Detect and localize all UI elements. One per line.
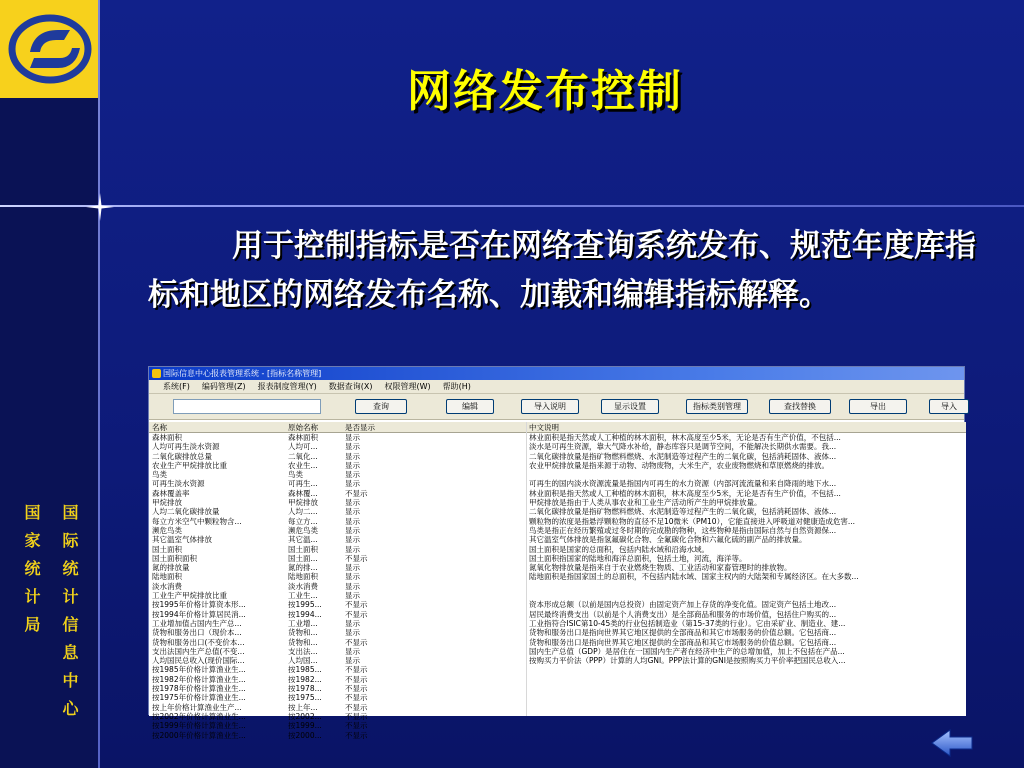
table-cell: 显示 <box>345 498 360 508</box>
table-row[interactable] <box>149 647 966 656</box>
table-cell: 按1995... <box>288 600 322 610</box>
table-row[interactable] <box>149 442 966 451</box>
table-cell: 甲烷排放 <box>152 498 182 508</box>
toolbar-button-0[interactable]: 查询 <box>355 399 407 414</box>
table-cell: 陆地面积 <box>152 572 182 582</box>
table-row[interactable] <box>149 684 966 693</box>
vertical-bureau-name: 国家统计局 <box>22 504 41 644</box>
table-cell: 不显示 <box>345 553 368 563</box>
table-row[interactable] <box>149 619 966 628</box>
table-cell: 按1995年价格计算资本形... <box>152 600 246 610</box>
table-cell: 农业生产甲烷排放比重 <box>152 460 227 470</box>
table-cell: 显示 <box>345 572 360 582</box>
table-cell: 可再生的国内淡水资源流量是指国内可再生的水力资源（内部河流流量和来自降雨的地下水... <box>529 479 837 489</box>
table-cell: 淡水是可再生资源，靠大气降水补给，静态库容只是调节空间，不能解决长期供水需要。我... <box>529 442 837 452</box>
table-cell: 按1999... <box>288 721 322 731</box>
table-cell: 人均国民总收入(现价国际... <box>152 656 245 666</box>
app-menubar <box>149 380 964 394</box>
table-cell: 人均二... <box>288 507 318 517</box>
table-cell: 按1999年价格计算渔业生... <box>152 721 246 731</box>
indicator-table <box>149 422 966 740</box>
search-input[interactable] <box>173 399 321 414</box>
table-cell: 显示 <box>345 525 360 535</box>
table-cell: 其它温室气体排放是指氢氟碳化合物、全氟碳化合物和六氟化硫的副产品的排放量。 <box>529 535 807 545</box>
table-cell: 按1985年价格计算渔业生... <box>152 665 246 675</box>
column-header-0[interactable]: 名称 <box>152 423 167 432</box>
table-cell: 按购买力平价法（PPP）计算的人均GNI。PPP法计算的GNI是按照购买力平价率把国民总收入... <box>529 656 846 666</box>
table-cell: 国内生产总值（GDP）是居住在一国国内生产者在经济中生产的总增加值，加上不包括在产品... <box>529 646 845 656</box>
table-row[interactable] <box>149 452 966 461</box>
column-header-1[interactable]: 原始名称 <box>288 423 318 432</box>
table-cell: 按1994... <box>288 609 322 619</box>
table-cell: 按2000年价格计算渔业生... <box>152 730 246 740</box>
table-cell: 显示 <box>345 433 360 442</box>
table-cell: 国土面... <box>288 553 318 563</box>
table-cell: 货物和... <box>288 637 318 647</box>
table-row[interactable] <box>149 721 966 730</box>
table-cell: 氮的排放量 <box>152 563 190 573</box>
table-cell: 按1975年价格计算渔业生... <box>152 693 246 703</box>
table-cell: 工业增... <box>288 618 318 628</box>
column-header-2[interactable]: 是否显示 <box>345 423 375 432</box>
table-cell: 按1985... <box>288 665 322 675</box>
table-row[interactable] <box>149 703 966 712</box>
table-row[interactable] <box>149 461 966 470</box>
table-cell: 农业甲烷排放量是指来源于动物、动物废物，大米生产，农业废物燃烧和草原燃烧的排放。 <box>529 460 829 470</box>
table-cell: 不显示 <box>345 637 368 647</box>
table-cell: 二氧化... <box>288 451 318 461</box>
table-cell: 按1982... <box>288 674 322 684</box>
app-window <box>148 366 965 740</box>
table-row[interactable] <box>149 591 966 600</box>
table-cell: 显示 <box>345 451 360 461</box>
horizontal-divider <box>0 205 1024 207</box>
table-row[interactable] <box>149 489 966 498</box>
table-cell: 显示 <box>345 535 360 545</box>
table-cell: 人均二氧化碳排放量 <box>152 507 220 517</box>
table-cell: 显示 <box>345 628 360 638</box>
menu-item-4[interactable]: 权限管理(W) <box>384 382 431 391</box>
table-cell: 其它温室气体排放 <box>152 535 212 545</box>
table-cell: 按2000... <box>288 730 322 740</box>
table-row[interactable] <box>149 507 966 516</box>
vertical-org-name: 国际统计信息中心 <box>60 504 79 728</box>
table-row[interactable] <box>149 554 966 563</box>
table-cell: 每立方米空气中颗粒物含... <box>152 516 242 526</box>
table-cell: 显示 <box>345 479 360 489</box>
sparkle-star-icon <box>86 193 114 221</box>
table-cell: 显示 <box>345 563 360 573</box>
table-cell: 林业面积是指天然或人工种植的林木面积，林木高度至少5米，无论是否有生产价值，不包括... <box>529 488 841 498</box>
table-cell: 工业增加值占国内生产总... <box>152 618 242 628</box>
table-cell: 按1994年价格计算居民消... <box>152 609 246 619</box>
table-cell: 不显示 <box>345 684 368 694</box>
table-cell: 国土面积 <box>152 544 182 554</box>
table-cell: 人均可再生淡水资源 <box>152 442 220 452</box>
table-cell: 支出法国内生产总值(不变... <box>152 646 245 656</box>
table-cell: 氮氧化物排放量是指来自于农业燃烧生物质、工业活动和家畜管理时的排放物。 <box>529 563 792 573</box>
table-cell: 按1978... <box>288 684 322 694</box>
toolbar-button-6[interactable]: 导出 <box>849 399 907 414</box>
table-cell: 不显示 <box>345 693 368 703</box>
table-cell: 不显示 <box>345 702 368 712</box>
table-cell: 濒危鸟类 <box>288 525 318 535</box>
table-cell: 陆地面积 <box>288 572 318 582</box>
table-cell: 不显示 <box>345 609 368 619</box>
table-row[interactable] <box>149 526 966 535</box>
table-row[interactable] <box>149 610 966 619</box>
table-cell: 货物和服务出口（现价本... <box>152 628 242 638</box>
table-row[interactable] <box>149 535 966 544</box>
table-row[interactable] <box>149 712 966 721</box>
table-cell: 不显示 <box>345 488 368 498</box>
table-cell: 显示 <box>345 656 360 666</box>
menu-item-1[interactable]: 编码管理(Z) <box>201 382 246 391</box>
table-cell: 货物和服务出口是指向世界其它地区提供的全部商品和其它市场服务的价值总额。它包括商... <box>529 628 837 638</box>
table-cell: 鸟类 <box>288 470 303 480</box>
toolbar-button-7[interactable]: 导入 <box>929 399 969 414</box>
menu-item-0[interactable]: 系统(F) <box>163 382 190 391</box>
table-cell: 不显示 <box>345 711 368 721</box>
table-cell: 显示 <box>345 442 360 452</box>
table-cell: 森林覆... <box>288 488 318 498</box>
table-row[interactable] <box>149 572 966 581</box>
table-cell: 国土面积是国家的总面积，包括内陆水域和沿海水域。 <box>529 544 709 554</box>
table-row[interactable] <box>149 665 966 674</box>
table-cell: 按2002... <box>288 711 322 721</box>
table-cell: 显示 <box>345 460 360 470</box>
table-cell: 人均国... <box>288 656 318 666</box>
table-cell: 森林覆盖率 <box>152 488 190 498</box>
toolbar-button-4[interactable]: 指标类别管理 <box>686 399 748 414</box>
table-cell: 国土面积指国家的陆地和海洋总面积，包括土地，河流，海洋等。 <box>529 553 747 563</box>
table-cell: 显示 <box>345 470 360 480</box>
table-cell: 显示 <box>345 646 360 656</box>
app-title: 国际信息中心报表管理系统 - [指标名称管理] <box>163 369 322 378</box>
table-cell: 淡水消费 <box>152 581 182 591</box>
toolbar-button-1[interactable]: 编辑 <box>446 399 494 414</box>
table-row[interactable] <box>149 433 966 442</box>
table-cell: 鸟类 <box>152 470 167 480</box>
table-row[interactable] <box>149 656 966 665</box>
table-cell: 氮的排... <box>288 563 318 573</box>
table-header <box>149 422 966 433</box>
table-cell: 支出法... <box>288 646 318 656</box>
menu-item-2[interactable]: 报表制度管理(Y) <box>257 382 317 391</box>
table-cell: 显示 <box>345 544 360 554</box>
table-cell: 工业指符合ISIC第10-45类的行业包括制造业（第15-37类的行业）。它由采矿业、制造业、建... <box>529 618 846 628</box>
table-cell: 显示 <box>345 581 360 591</box>
table-cell: 甲烷排放 <box>288 498 318 508</box>
column-header-3[interactable]: 中文说明 <box>529 423 559 432</box>
table-body <box>149 433 966 740</box>
table-cell: 人均可... <box>288 442 318 452</box>
table-cell: 不显示 <box>345 674 368 684</box>
table-cell: 二氧化碳排放总量 <box>152 451 212 461</box>
table-cell: 按2002年价格计算渔业生... <box>152 711 246 721</box>
slide-body-text: 用于控制指标是否在网络查询系统发布、规范年度库指标和地区的网络发布名称、加载和编辑指标解释。 <box>148 228 976 313</box>
menu-item-3[interactable]: 数据查询(X) <box>328 382 373 391</box>
table-cell: 不显示 <box>345 721 368 731</box>
table-row[interactable] <box>149 545 966 554</box>
table-cell: 鸟类是指正在经历繁殖或过冬时期的完成勘的物种，这些物种是指由国际自然与自然资源保... <box>529 525 837 535</box>
table-row[interactable] <box>149 628 966 637</box>
toolbar-button-3[interactable]: 显示设置 <box>601 399 659 414</box>
table-cell: 资本形成总额（以前是国内总投资）由固定资产加上存货的净变化值。固定资产包括土地改... <box>529 600 837 610</box>
table-cell: 显示 <box>345 618 360 628</box>
table-row[interactable] <box>149 675 966 684</box>
table-cell: 显示 <box>345 507 360 517</box>
table-cell: 森林面积 <box>288 433 318 442</box>
table-cell: 显示 <box>345 591 360 601</box>
table-cell: 按1982年价格计算渔业生... <box>152 674 246 684</box>
table-cell: 不显示 <box>345 665 368 675</box>
table-cell: 濒危鸟类 <box>152 525 182 535</box>
table-row[interactable] <box>149 498 966 507</box>
table-row[interactable] <box>149 479 966 488</box>
table-cell: 货物和... <box>288 628 318 638</box>
app-titlebar <box>149 367 964 380</box>
app-toolbar <box>149 394 964 420</box>
table-cell: 国土面积面积 <box>152 553 197 563</box>
menu-item-5[interactable]: 帮助(H) <box>442 382 471 391</box>
table-cell: 淡水消费 <box>288 581 318 591</box>
table-cell: 陆地面积是指国家国土的总面积，不包括内陆水域、国家主权内的大陆架和专属经济区。在大多数... <box>529 572 859 582</box>
toolbar-button-5[interactable]: 查找替换 <box>769 399 831 414</box>
table-cell: 二氧化碳排放量是指矿物燃料燃烧、水泥制造等过程产生的二氧化碳，包括消耗固体、液体... <box>529 451 837 461</box>
table-cell: 不显示 <box>345 730 368 740</box>
toolbar-button-2[interactable]: 导入说明 <box>521 399 579 414</box>
table-cell: 林业面积是指天然或人工种植的林木面积，林木高度至少5米，无论是否有生产价值，不包括... <box>529 433 841 442</box>
table-cell: 每立方... <box>288 516 318 526</box>
table-cell: 按1978年价格计算渔业生... <box>152 684 246 694</box>
table-cell: 居民最终消费支出（以前是个人消费支出）是全部商品和服务的市场价值，包括住户购买的... <box>529 609 837 619</box>
table-cell: 森林面积 <box>152 433 182 442</box>
table-cell: 国土面积 <box>288 544 318 554</box>
table-cell: 二氧化碳排放量是指矿物燃料燃烧、水泥制造等过程产生的二氧化碳，包括消耗固体、液体... <box>529 507 837 517</box>
table-cell: 按上年... <box>288 702 318 712</box>
stats-bureau-logo-icon <box>0 0 98 98</box>
table-cell: 工业生... <box>288 591 318 601</box>
table-cell: 颗粒物的浓度是指悬浮颗粒物的直径不足10微米（PM10），它能直接进入呼吸道对健康造成危害... <box>529 516 855 526</box>
table-cell: 按1975... <box>288 693 322 703</box>
table-cell: 货物和服务出口(不变价本... <box>152 637 245 647</box>
table-cell: 货物和服务出口是指向世界其它地区提供的全部商品和其它市场服务的价值总额。它包括商... <box>529 637 837 647</box>
table-row[interactable] <box>149 693 966 702</box>
table-cell: 工业生产甲烷排放比重 <box>152 591 227 601</box>
table-cell: 按上年价格计算渔业生产... <box>152 702 242 712</box>
table-row[interactable] <box>149 731 966 740</box>
table-row[interactable] <box>149 582 966 591</box>
table-cell: 农业生... <box>288 460 318 470</box>
table-row[interactable] <box>149 638 966 647</box>
table-row[interactable] <box>149 600 966 609</box>
slide-title: 网络发布控制 <box>407 66 683 117</box>
table-cell: 显示 <box>345 516 360 526</box>
left-band <box>0 0 98 768</box>
table-cell: 甲烷排放是指由于人类从事农业和工业生产活动所产生的甲烷排放量。 <box>529 498 762 508</box>
table-cell: 其它温... <box>288 535 318 545</box>
table-cell: 不显示 <box>345 600 368 610</box>
table-cell: 可再生... <box>288 479 318 489</box>
table-cell: 可再生淡水资源 <box>152 479 205 489</box>
app-icon <box>152 369 161 378</box>
table-row[interactable] <box>149 517 966 526</box>
